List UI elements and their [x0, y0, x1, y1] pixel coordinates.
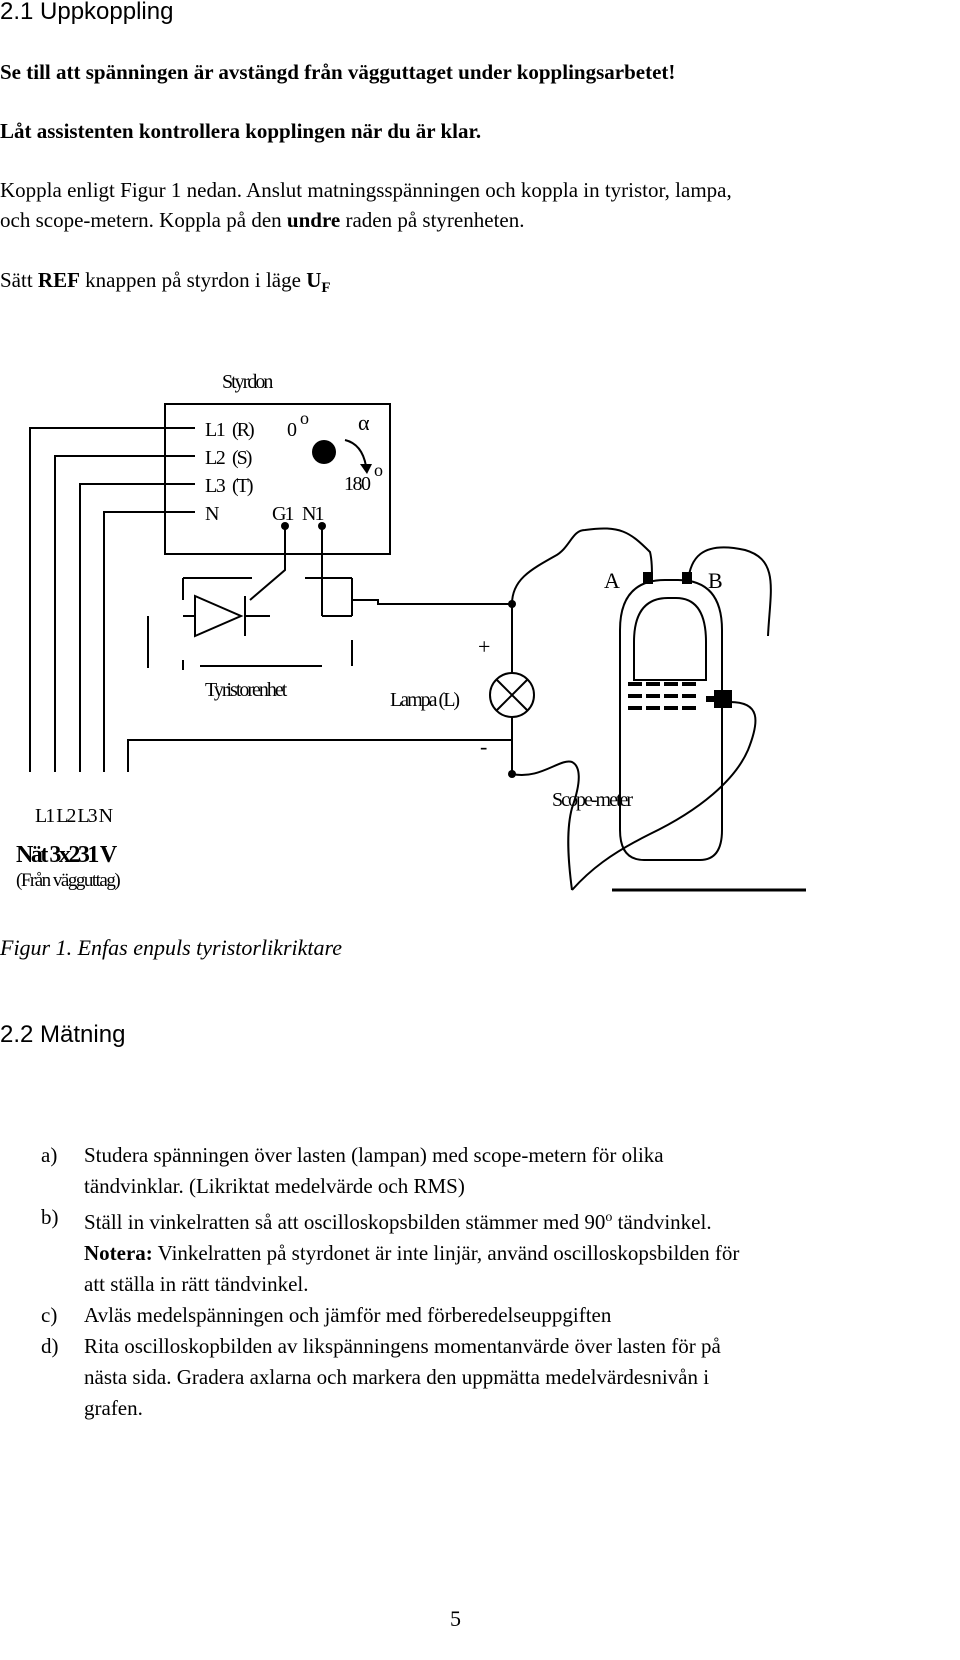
probe-a-label: A	[604, 568, 620, 593]
list-item: b) Ställ in vinkelratten så att oscilloskopsbilden stämmer med 90$^o$ tändvinkel. Notera: Vinkelratten på styrdonet är inte linjär, använd oscilloskopsbilden för att ställa in rätt tändvinkel.	[0, 1202, 950, 1300]
wire-return	[128, 726, 512, 772]
thyristor-symbol	[195, 596, 241, 636]
scope-label: Scope-meter	[552, 789, 632, 811]
minus-sign: -	[480, 734, 488, 759]
output-n1: N1	[302, 503, 323, 525]
wire-g1	[250, 558, 285, 600]
list-item: d) Rita oscilloskopbilden av likspänningens momentanvärde över lasten för på nästa sida. Gradera axlarna och markera den uppmätta medelvärdesnivån i grafen.	[0, 1331, 950, 1424]
mains-voltage: Nät 3x231 V	[16, 842, 115, 868]
list-item: c) Avläs medelspänningen och jämför med förberedelseuppgiften	[0, 1300, 950, 1331]
warning-line-2: Låt assistenten kontrollera kopplingen när du är klar.	[0, 119, 482, 143]
list-label: d)	[41, 1334, 59, 1358]
mains-source: (Från vägguttag)	[16, 870, 120, 891]
input-l3: L3	[205, 475, 225, 497]
section-heading-matning: 2.2 Mätning	[0, 1021, 126, 1048]
list-item: a) Studera spänningen över lasten (lampan) med scope-metern för olika tändvinklar. (Likriktat medelvärde och RMS)	[0, 1140, 950, 1202]
mains-phase-labels: L1 L2 L3 N	[35, 805, 112, 827]
tyristor-label: Tyristorenhet	[205, 679, 286, 701]
list-label: a)	[41, 1143, 58, 1167]
wire-l2	[55, 456, 195, 772]
wire-to-lamp	[352, 600, 512, 614]
input-l2: L2	[205, 447, 225, 469]
ref-instruction: Sätt REF knappen på styrdon i läge $U_F$	[0, 268, 331, 296]
input-n: N	[205, 503, 220, 525]
circuit-diagram	[0, 360, 960, 940]
probe-a-jack	[643, 572, 653, 584]
figure-caption: Figur 1. Enfas enpuls tyristorlikriktare	[0, 935, 342, 960]
scope-meter-screen	[634, 598, 706, 680]
angle-zero-degree: o	[300, 408, 309, 428]
angle-max: 180	[344, 473, 370, 495]
section-heading-uppkoppling: 2.1 Uppkoppling	[0, 0, 174, 25]
warning-line-1: Se till att spänningen är avstängd från vägguttaget under kopplingsarbetet!	[0, 60, 676, 84]
phase-s: (S)	[232, 447, 251, 469]
output-g1: G1	[272, 503, 293, 525]
angle-zero: 0	[287, 419, 297, 441]
angle-max-degree: o	[374, 460, 383, 480]
instruction-line-1: Koppla enligt Figur 1 nedan. Anslut matningsspänningen och koppla in tyristor, lampa,	[0, 178, 732, 202]
plus-sign: +	[478, 634, 491, 659]
scope-keypad	[628, 682, 732, 710]
page-number: 5	[450, 1606, 461, 1631]
wire-n	[104, 512, 195, 772]
list-label: b)	[41, 1205, 59, 1229]
lamp-label: Lampa (L)	[390, 689, 459, 711]
phase-t: (T)	[232, 475, 252, 497]
list-label: c)	[41, 1303, 58, 1327]
task-list	[0, 1140, 950, 1424]
probe-b-lower	[512, 762, 579, 890]
instruction-line-2: och scope-metern. Koppla på den undre raden på styrenheten.	[0, 208, 525, 232]
input-l1: L1	[205, 419, 225, 441]
knob-icon	[312, 440, 336, 464]
alpha-symbol: α	[358, 410, 370, 435]
probe-b-jack	[682, 572, 692, 584]
phase-r: (R)	[232, 419, 253, 441]
probe-b-label: B	[708, 568, 723, 593]
styrdon-title: Styrdon	[222, 371, 272, 393]
wire-l3	[80, 484, 195, 772]
